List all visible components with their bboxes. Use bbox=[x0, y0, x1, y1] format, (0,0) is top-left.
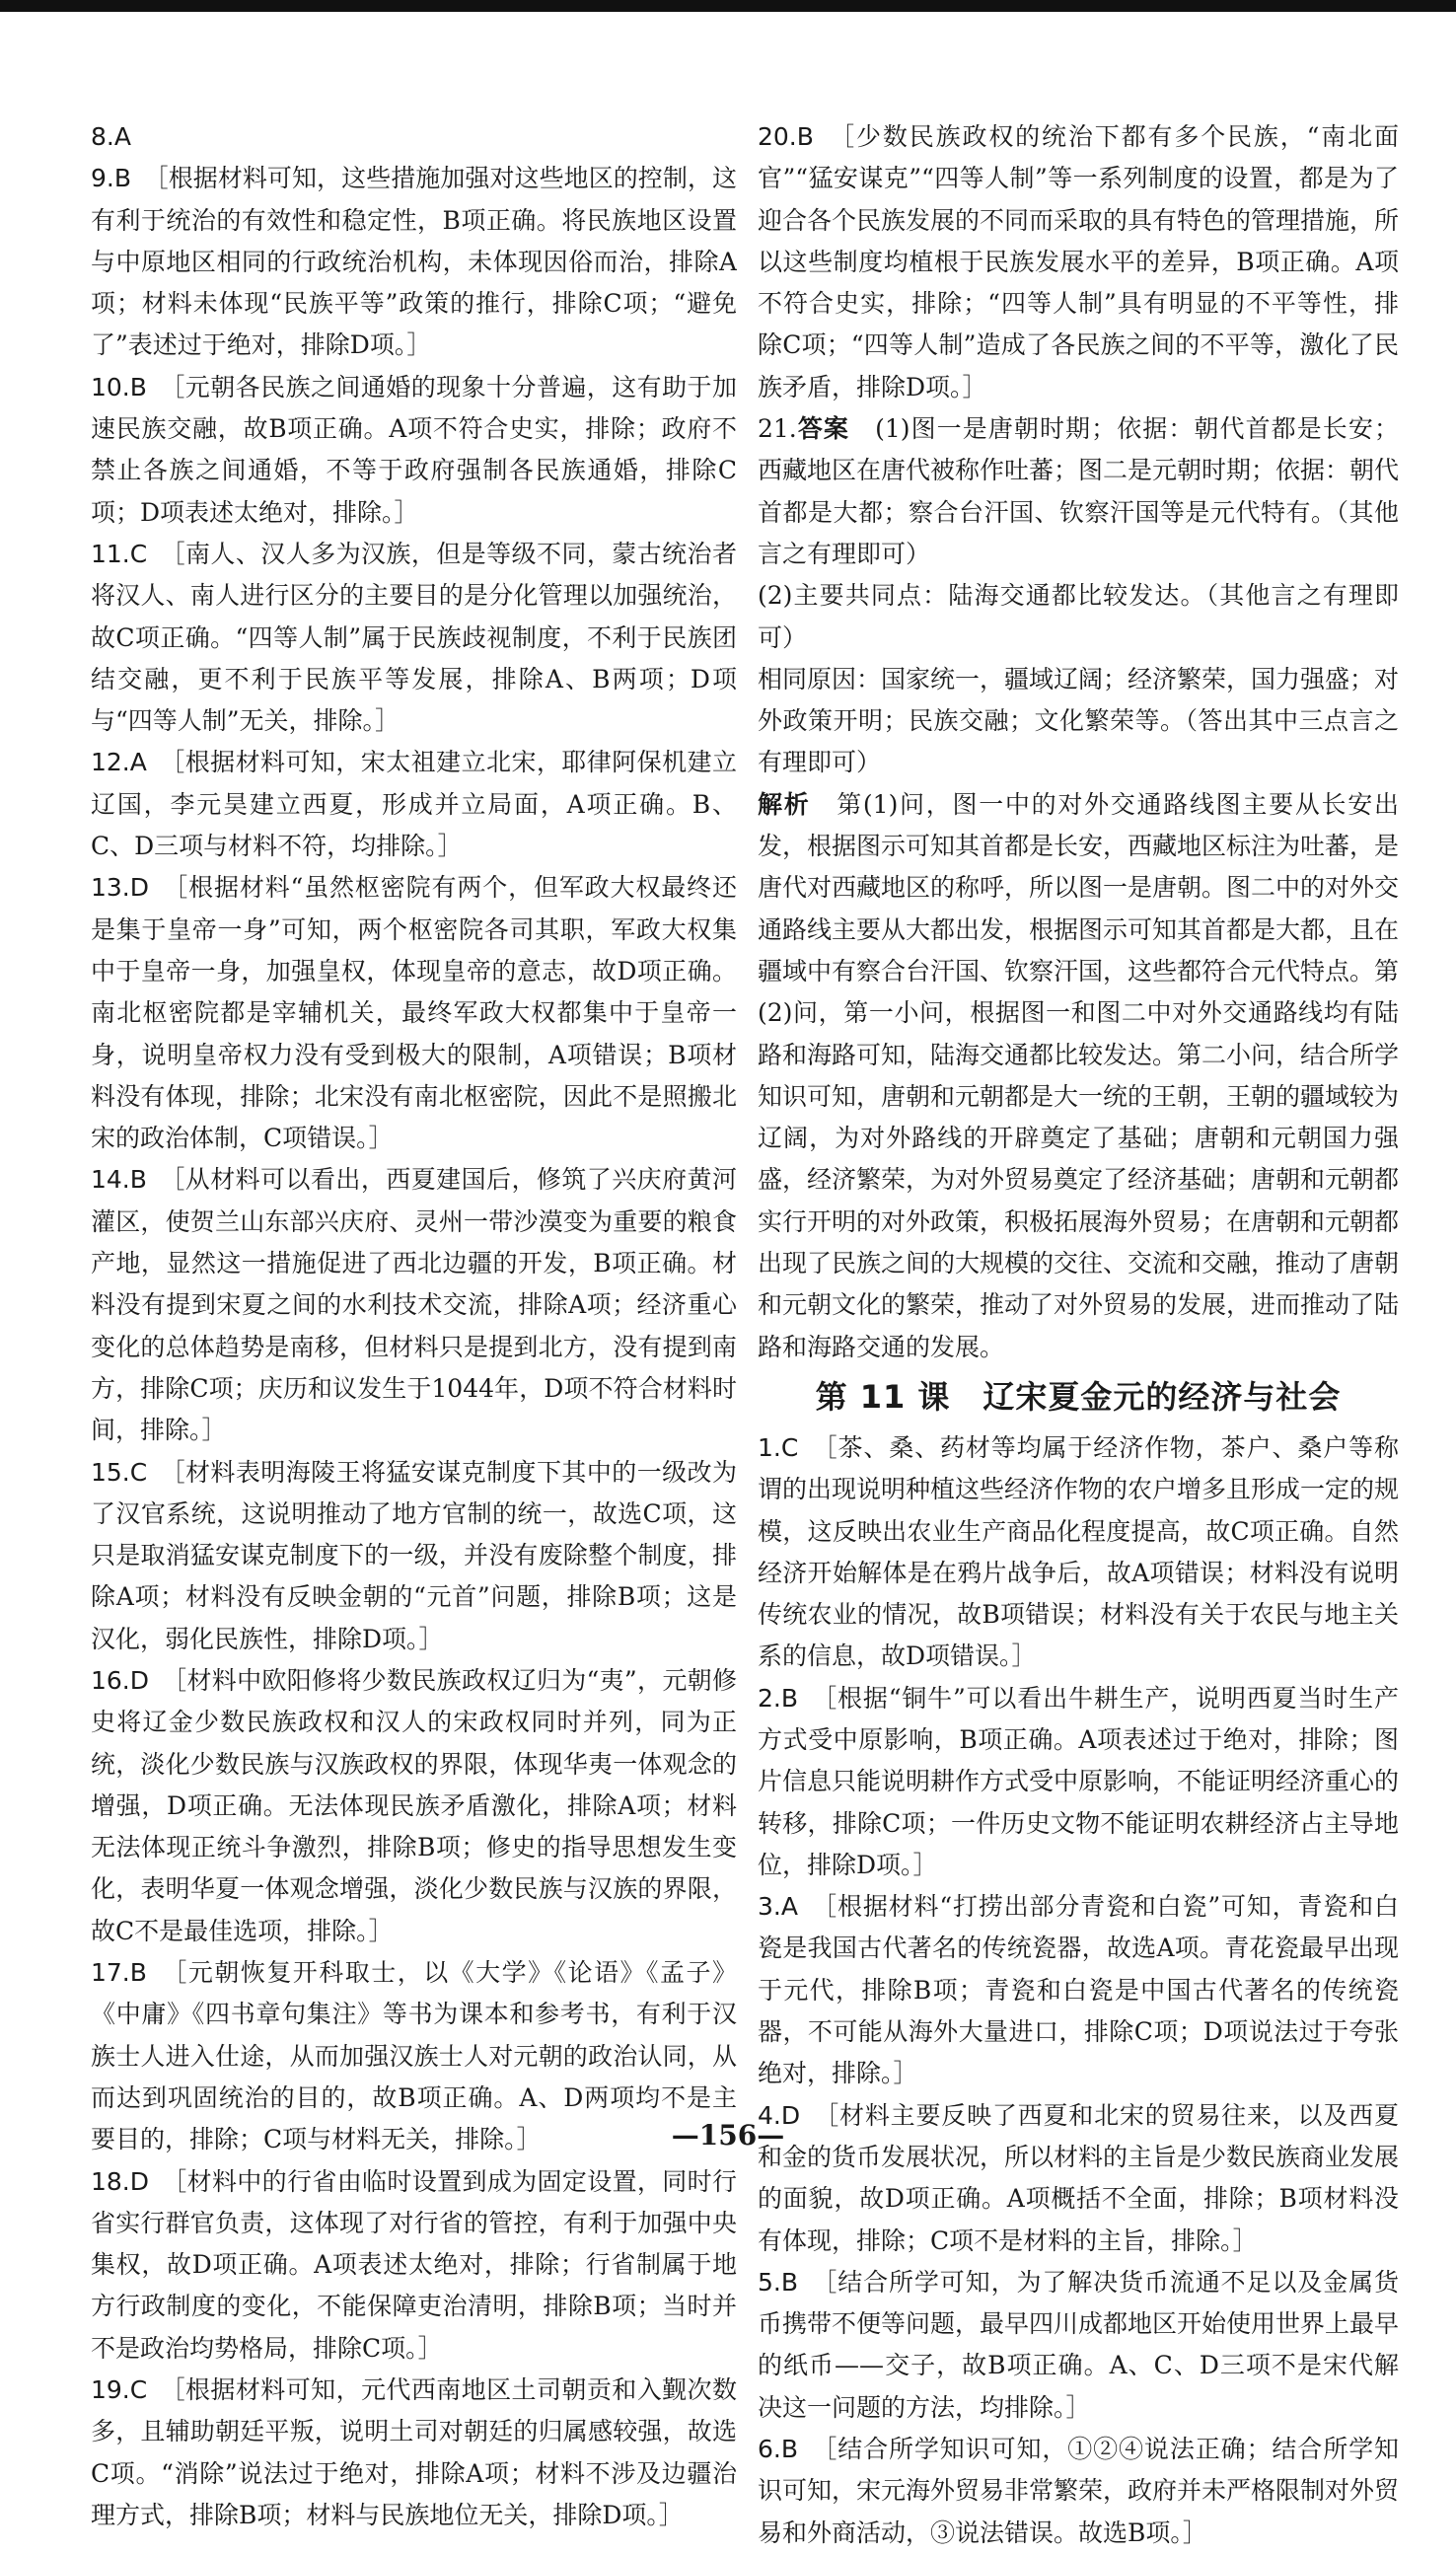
answer-number: 9.B bbox=[91, 164, 132, 193]
answer-item bbox=[91, 742, 737, 867]
page-number: —156— bbox=[671, 2119, 785, 2152]
lesson-title: 第 11 课 辽宋夏金元的经济与社会 bbox=[815, 1377, 1342, 1416]
answer-number: 19.C bbox=[91, 2375, 148, 2405]
page-top-border bbox=[0, 0, 1456, 12]
right-column bbox=[758, 116, 1399, 2554]
answer-explanation: ［材料主要反映了西夏和北宋的贸易往来，以及西夏和金的货币发展状况，所以材料的主旨是少数民族商业发展的面貌，故D项正确。A项概括不全面，排除；B项材料没有体现，排除；C项不是材料的主旨，排除。］ bbox=[758, 2100, 1399, 2255]
answer-explanation: ［少数民族政权的统治下都有多个民族，“南北面官”“猛安谋克”“四等人制”等一系列制度的设置，都是为了迎合各个民族发展的不同而采取的具有特色的管理措施，所以这些制度均植根于民族发展水平的差异，B项正确。A项不符合史实，排除；“四等人制”具有明显的不平等性，排除C项；“四等人制”造成了各民族之间的不平等，激化了民族矛盾，排除D项。］ bbox=[758, 122, 1399, 401]
answer-item bbox=[91, 1159, 737, 1451]
answer-number: 15.C bbox=[91, 1457, 148, 1487]
answer-item bbox=[758, 2429, 1399, 2554]
answer-number: 16.D bbox=[91, 1665, 150, 1695]
answer-explanation: ［茶、桑、药材等均属于经济作物，茶户、桑户等称谓的出现说明种植这些经济作物的农户增多且形成一定的规模，这反映出农业生产商品化程度提高，故C项正确。自然经济开始解体是在鸦片战争后，故A项错误；材料没有说明传统农业的情况，故B项错误；材料没有关于农民与地主关系的信息，故D项错误。］ bbox=[758, 1432, 1399, 1671]
answer-explanation: ［元朝恢复开科取士，以《大学》《论语》《孟子》《中庸》《四书章句集注》等书为课本和参考书，有利于汉族士人进入仕途，从而加强汉族士人对元朝的政治认同，从而达到巩固统治的目的，故B项正确。A、D两项均不是主要目的，排除；C项与材料无关，排除。］ bbox=[91, 1958, 737, 2154]
answer-number: 12.A bbox=[91, 748, 147, 777]
answer-explanation: ［根据材料可知，元代西南地区土司朝贡和入觐次数多，且辅助朝廷平叛，说明土司对朝廷的归属感较强，故选C项。“消除”说法过于绝对，排除A项；材料不涉及边疆治理方式，排除B项；材料与民族地位无关，排除D项。］ bbox=[91, 2375, 737, 2529]
answer-explanation: ［材料中欧阳修将少数民族政权辽归为“夷”，元朝修史将辽金少数民族政权和汉人的宋政权同时并列，同为正统，淡化少数民族与汉族政权的界限，体现华夷一体观念的增强，D项正确。无法体现民族矛盾激化，排除A项；材料无法体现正统斗争激烈，排除B项；修史的指导思想发生变化，表明华夏一体观念增强，淡化少数民族与汉族的界限，故C不是最佳选项，排除。］ bbox=[91, 1665, 737, 1945]
answer-number: 2.B bbox=[758, 1683, 799, 1713]
answer-number: 20.B bbox=[758, 122, 814, 151]
answer-number: 8.A bbox=[91, 122, 131, 151]
answer-number: 11.C bbox=[91, 539, 148, 568]
answer-number: 10.B bbox=[91, 372, 147, 401]
answer-explanation: ［从材料可以看出，西夏建国后，修筑了兴庆府黄河灌区，使贺兰山东部兴庆府、灵州一带沙漠变为重要的粮食产地，显然这一措施促进了西北边疆的开发，B项正确。材料没有提到宋夏之间的水利技术交流，排除A项；经济重心变化的总体趋势是南移，但材料只是提到北方，没有提到南方，排除C项；庆历和议发生于1044年，D项不符合材料时间，排除。］ bbox=[91, 1165, 737, 1445]
q21-analysis bbox=[758, 784, 1399, 1368]
q21-answer-1 bbox=[758, 408, 1399, 575]
q21-answer-2: (2)主要共同点：陆海交通都比较发达。（其他言之有理即可） bbox=[758, 581, 1399, 652]
answer-number: 13.D bbox=[91, 873, 150, 903]
answer-item bbox=[758, 1678, 1399, 1886]
answer-item bbox=[91, 367, 737, 534]
answer-number: 14.B bbox=[91, 1165, 147, 1195]
q21-analysis-text: 第(1)问，图一中的对外交通路线图主要从长安出发，根据图示可知其首都是长安，西藏地区标注为吐蕃，是唐代对西藏地区的称呼，所以图一是唐朝。图二中的对外交通路线主要从大都出发，根据图示可知其首都是大都，且在疆域中有察合台汗国、钦察汗国，这些都符合元代特点。第(2)问，第一小问，根据图一和图二中对外交通路线均有陆路和海路可知，陆海交通都比较发达。第二小问，结合所学知识可知，唐朝和元朝都是大一统的王朝，王朝的疆域较为辽阔，为对外路线的开辟奠定了基础；唐朝和元朝国力强盛，经济繁荣，为对外贸易奠定了经济基础；唐朝和元朝都实行开明的对外政策，积极拓展海外贸易；在唐朝和元朝都出现了民族之间的大规模的交往、交流和交融，推动了唐朝和元朝文化的繁荣，推动了对外贸易的发展，进而推动了陆路和海路交通的发展。 bbox=[758, 789, 1399, 1361]
left-column bbox=[91, 116, 737, 2536]
answer-item bbox=[91, 534, 737, 742]
answer-explanation: ［材料表明海陵王将猛安谋克制度下其中的一级改为了汉官系统，这说明推动了地方官制的统一，故选C项，这只是取消猛安谋克制度下的一级，并没有废除整个制度，排除A项；材料没有反映金朝的“元首”问题，排除B项；这是汉化，弱化民族性，排除D项。］ bbox=[91, 1457, 737, 1653]
answer-item bbox=[758, 116, 1399, 408]
analysis-tag: 解析 bbox=[758, 789, 811, 819]
q21-number: 21. bbox=[758, 414, 797, 444]
answer-item bbox=[91, 2370, 737, 2536]
q21-answer-3: 相同原因：国家统一，疆域辽阔；经济繁荣，国力强盛；对外政策开明；民族交融；文化繁荣等。（答出其中三点言之有理即可） bbox=[758, 664, 1399, 777]
answer-item bbox=[91, 867, 737, 1159]
answer-item bbox=[758, 2262, 1399, 2429]
right-column-answers bbox=[758, 116, 1399, 408]
answer-item bbox=[91, 1660, 737, 1952]
answer-item bbox=[91, 1452, 737, 1660]
answer-explanation: ［南人、汉人多为汉族，但是等级不同，蒙古统治者将汉人、南人进行区分的主要目的是分化管理以加强统治，故C项正确。“四等人制”属于民族歧视制度，不利于民族团结交融，更不利于民族平等发展，排除A、B两项；D项与“四等人制”无关，排除。］ bbox=[91, 539, 737, 736]
q21-answer-text-1: (1)图一是唐朝时期；依据：朝代首都是长安；西藏地区在唐代被称作吐蕃；图二是元朝时期；依据：朝代首都是大都；察合台汗国、钦察汗国等是元代特有。（其他言之有理即可） bbox=[758, 414, 1399, 568]
answer-explanation: ［根据“铜牛”可以看出牛耕生产，说明西夏当时生产方式受中原影响，B项正确。A项表述过于绝对，排除；图片信息只能说明耕作方式受中原影响，不能证明经济重心的转移，排除C项；一件历史文物不能证明农耕经济占主导地位，排除D项。］ bbox=[758, 1683, 1399, 1879]
answer-item bbox=[91, 2161, 737, 2370]
answer-item bbox=[91, 116, 737, 158]
answer-explanation: ［根据材料“打捞出部分青瓷和白瓷”可知，青瓷和白瓷是我国古代著名的传统瓷器，故选A项。青花瓷最早出现于元代，排除B项；青瓷和白瓷是中国古代著名的传统瓷器，不可能从海外大量进口，排除C项；D项说法过于夸张绝对，排除。］ bbox=[758, 1892, 1399, 2088]
answer-explanation: ［材料中的行省由临时设置到成为固定设置，同时行省实行群官负责，这体现了对行省的管控，有利于加强中央集权，故D项正确。A项表述太绝对，排除；行省制属于地方行政制度的变化，不能保障吏治清明，排除B项；当时并不是政治均势格局，排除C项。］ bbox=[91, 2166, 737, 2363]
answer-number: 6.B bbox=[758, 2435, 799, 2464]
answer-explanation: ［根据材料可知，这些措施加强对这些地区的控制，这有利于统治的有效性和稳定性，B项正确。将民族地区设置与中原地区相同的行政统治机构，未体现因俗而治，排除A项；材料未体现“民族平等”政策的推行，排除C项；“避免了”表述过于绝对，排除D项。］ bbox=[91, 164, 737, 360]
answer-number: 5.B bbox=[758, 2267, 799, 2297]
answer-explanation: ［结合所学知识可知，①②④说法正确；结合所学知识可知，宋元海外贸易非常繁荣，政府并未严格限制对外贸易和外商活动，③说法错误。故选B项。］ bbox=[758, 2435, 1399, 2547]
answer-explanation: ［根据材料“虽然枢密院有两个，但军政大权最终还是集于皇帝一身”可知，两个枢密院各司其职，军政大权集中于皇帝一身，加强皇权，体现皇帝的意志，故D项正确。南北枢密院都是宰辅机关，最终军政大权都集中于皇帝一身，说明皇帝权力没有受到极大的限制，A项错误；B项材料没有体现，排除；北宋没有南北枢密院，因此不是照搬北宋的政治体制，C项错误。］ bbox=[91, 873, 737, 1153]
answer-explanation: ［结合所学可知，为了解决货币流通不足以及金属货币携带不便等问题，最早四川成都地区开始使用世界上最早的纸币——交子，故B项正确。A、C、D三项不是宋代解决这一问题的方法，均排除。］ bbox=[758, 2267, 1399, 2422]
answer-item bbox=[91, 158, 737, 366]
answer-number: 18.D bbox=[91, 2166, 150, 2196]
answer-explanation: ［元朝各民族之间通婚的现象十分普遍，这有助于加速民族交融，故B项正确。A项不符合史实，排除；政府不禁止各族之间通婚，不等于政府强制各民族通婚，排除C项；D项表述太绝对，排除。］ bbox=[91, 372, 737, 527]
answer-explanation: ［根据材料可知，宋太祖建立北宋，耶律阿保机建立辽国，李元昊建立西夏，形成并立局面，A项正确。B、C、D三项与材料不符，均排除。］ bbox=[91, 748, 737, 861]
lesson-11-answers bbox=[758, 1427, 1399, 2554]
answer-tag: 答案 bbox=[796, 414, 849, 444]
answer-item bbox=[758, 1886, 1399, 2094]
answer-number: 3.A bbox=[758, 1892, 798, 1922]
answer-number: 4.D bbox=[758, 2100, 801, 2130]
answer-number: 17.B bbox=[91, 1958, 147, 1988]
answer-item bbox=[758, 1427, 1399, 1678]
answer-number: 1.C bbox=[758, 1432, 799, 1462]
